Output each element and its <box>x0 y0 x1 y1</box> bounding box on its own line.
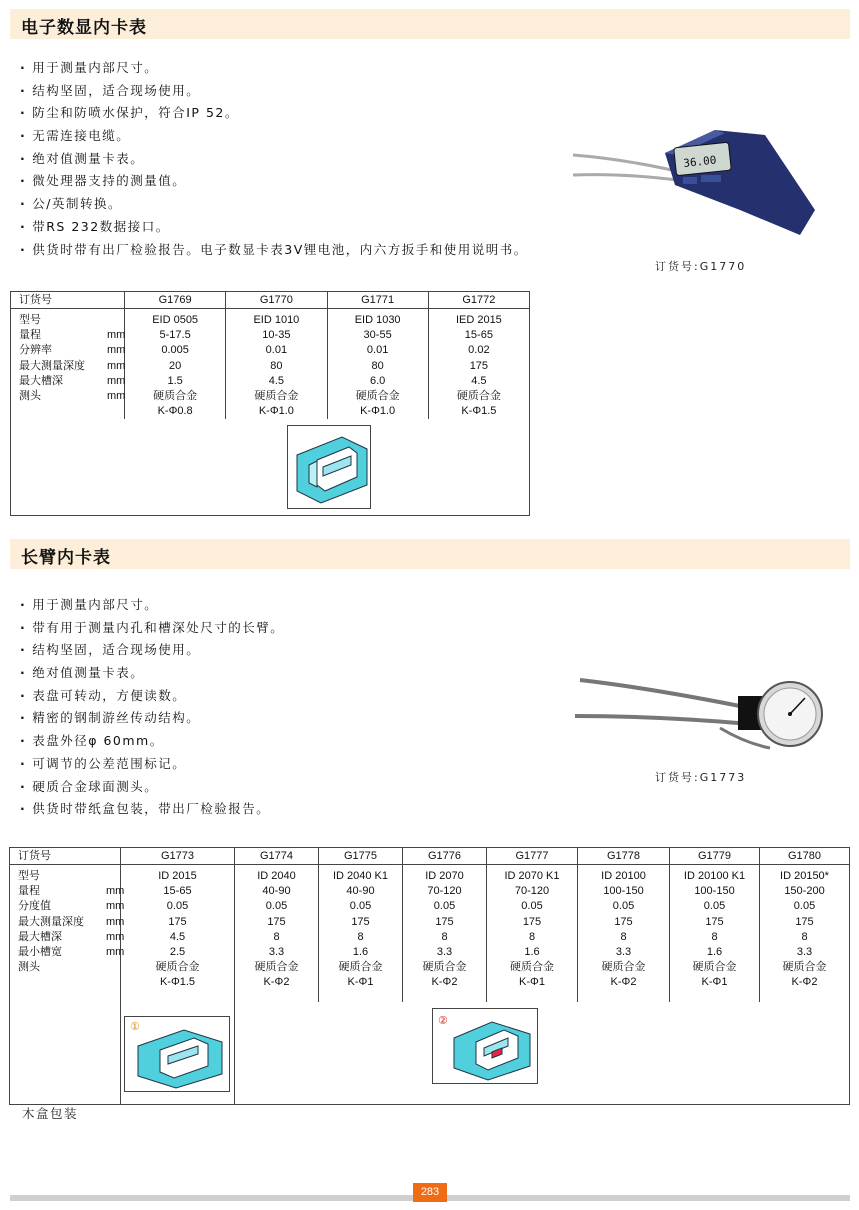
table-cell: K-Φ1.5 <box>159 976 196 989</box>
table-body-row <box>10 865 850 1003</box>
table-cell: 175 <box>435 915 454 928</box>
digital-caliper-photo <box>565 115 825 245</box>
table-cell: 8 <box>801 930 808 943</box>
table-body-row <box>11 309 530 420</box>
table-cell: 3.3 <box>268 946 285 959</box>
order-number: G1774 <box>235 848 319 865</box>
dial-caliper-photo <box>570 668 830 758</box>
row-unit: mm <box>107 329 126 342</box>
table-cell: 0.005 <box>161 344 189 357</box>
probe-diagram-2 <box>432 1008 538 1084</box>
packaging-note: 木盒包装 <box>22 1106 79 1121</box>
table-cell: K-Φ2 <box>263 976 290 989</box>
table-cell: 30-55 <box>363 329 392 342</box>
table-cell: 0.05 <box>433 900 456 913</box>
feature-item: · 带有用于测量内孔和槽深处尺寸的长臂。 <box>20 617 284 640</box>
feature-item: · 用于测量内部尺寸。 <box>20 57 528 80</box>
table-cell: 4.5 <box>169 930 186 943</box>
table-cell: 硬质合金 <box>601 961 646 974</box>
table-cell: EID 1030 <box>354 314 401 326</box>
row-label: 测头 <box>19 390 41 403</box>
feature-item: · 精密的钢制游丝传动结构。 <box>20 707 284 730</box>
row-label: 测头 <box>18 961 40 974</box>
table-cell: 硬质合金 <box>338 961 383 974</box>
order-number: G1770 <box>226 292 327 309</box>
section-title: 电子数显内卡表 <box>21 18 147 38</box>
table-cell: 硬质合金 <box>155 961 200 974</box>
table-cell: 5-17.5 <box>159 329 191 342</box>
row-label: 最大测量深度 <box>19 359 85 372</box>
feature-list <box>20 594 284 821</box>
table-cell: 175 <box>614 915 633 928</box>
feature-item: · 供货时带有出厂检验报告。电子数显卡表3V锂电池，内六方扳手和使用说明书。 <box>20 239 528 262</box>
feature-list <box>20 57 528 261</box>
table-cell: 1.6 <box>352 946 369 959</box>
row-label: 分度值 <box>18 900 51 913</box>
table-cell: 硬质合金 <box>456 390 501 403</box>
order-number: G1780 <box>760 848 850 865</box>
table-cell: 10-35 <box>262 329 291 342</box>
table-cell: 硬质合金 <box>355 390 400 403</box>
order-number: G1779 <box>670 848 760 865</box>
table-cell: 硬质合金 <box>510 961 554 974</box>
order-number: G1778 <box>578 848 670 865</box>
feature-item: · 用于测量内部尺寸。 <box>20 594 284 617</box>
feature-item: · 可调节的公差范围标记。 <box>20 753 284 776</box>
probe-diagram <box>287 425 371 509</box>
row-label: 分辨率 <box>19 344 52 357</box>
table-cell: K-Φ1.0 <box>360 405 396 418</box>
table-diagram-row <box>10 1002 850 1105</box>
table-cell: 8 <box>357 930 364 943</box>
table-cell: IED 2015 <box>455 314 502 326</box>
table-cell: 80 <box>270 359 283 372</box>
feature-item: · 供货时带纸盒包装，带出厂检验报告。 <box>20 798 284 821</box>
order-number-label: 订货号 <box>11 292 125 309</box>
table-cell: 0.05 <box>521 900 543 913</box>
table-header-row <box>10 848 850 865</box>
table-cell: K-Φ2 <box>431 976 458 989</box>
table-cell: ID 2040 K1 <box>332 870 389 882</box>
table-cell: 硬质合金 <box>782 961 827 974</box>
order-caption: 订货号:G1773 <box>655 771 747 784</box>
table-cell: 0.05 <box>703 900 726 913</box>
table-cell: 1.6 <box>524 946 540 959</box>
table-cell: 150-200 <box>784 885 825 898</box>
table-cell: 8 <box>711 930 718 943</box>
table-cell: 0.05 <box>349 900 372 913</box>
table-cell: 1.5 <box>167 374 183 387</box>
spec-table <box>9 847 850 1105</box>
section-title: 长臂内卡表 <box>21 548 111 568</box>
table-cell: 3.3 <box>796 946 813 959</box>
table-cell: 0.02 <box>468 344 490 357</box>
table-cell: K-Φ2 <box>610 976 637 989</box>
row-unit: mm <box>107 374 126 387</box>
order-caption: 订货号:G1770 <box>655 260 747 273</box>
order-number-label: 订货号 <box>10 848 121 865</box>
feature-item: · 表盘可转动，方便读数。 <box>20 685 284 708</box>
row-label: 最小槽宽 <box>18 946 62 959</box>
feature-item: · 防尘和防喷水保护，符合IP 52。 <box>20 102 528 125</box>
table-cell: K-Φ1.5 <box>461 405 497 418</box>
order-number: G1773 <box>121 848 235 865</box>
table-cell: 15-65 <box>163 885 192 898</box>
feature-item: · 绝对值测量卡表。 <box>20 662 284 685</box>
table-cell: ID 2070 <box>425 870 464 882</box>
table-cell: ID 2070 K1 <box>504 870 560 882</box>
row-label: 量程 <box>18 885 40 898</box>
probe-diagram-1 <box>124 1016 230 1092</box>
row-label: 型号 <box>18 870 40 882</box>
row-unit: mm <box>107 359 126 372</box>
order-number: G1775 <box>319 848 403 865</box>
table-header-row <box>11 292 530 309</box>
feature-item: · 无需连接电缆。 <box>20 125 528 148</box>
table-cell: K-Φ1 <box>519 976 545 989</box>
spec-table <box>10 291 530 516</box>
table-cell: 硬质合金 <box>692 961 737 974</box>
table-cell: EID 0505 <box>152 314 199 326</box>
table-cell: ID 20150* <box>780 870 829 882</box>
table-diagram-row <box>11 419 530 516</box>
order-number: G1772 <box>428 292 529 309</box>
table-cell: 0.05 <box>793 900 816 913</box>
table-cell: ID 20100 <box>601 870 646 882</box>
row-label: 型号 <box>19 314 41 326</box>
table-cell: 175 <box>168 915 187 928</box>
row-unit: mm <box>106 930 125 943</box>
table-cell: 6.0 <box>369 374 386 387</box>
table-cell: 175 <box>351 915 370 928</box>
feature-item: · 硬质合金球面测头。 <box>20 776 284 799</box>
page-number: 283 <box>413 1183 447 1202</box>
table-cell: 3.3 <box>615 946 632 959</box>
table-cell: 3.3 <box>436 946 453 959</box>
table-cell: K-Φ2 <box>791 976 818 989</box>
table-cell: 175 <box>267 915 286 928</box>
table-cell: 8 <box>528 930 536 943</box>
table-cell: 175 <box>522 915 542 928</box>
table-cell: ID 20100 K1 <box>683 870 746 882</box>
table-cell: K-Φ1.0 <box>258 405 294 418</box>
feature-item: · 带RS 232数据接口。 <box>20 216 528 239</box>
table-cell: 8 <box>441 930 448 943</box>
table-cell: 4.5 <box>471 374 487 387</box>
table-cell: 4.5 <box>268 374 285 387</box>
table-cell: K-Φ0.8 <box>157 405 193 418</box>
table-cell: 2.5 <box>169 946 186 959</box>
section-header <box>10 539 850 569</box>
order-number: G1769 <box>125 292 226 309</box>
row-unit: mm <box>106 900 125 913</box>
feature-item: · 结构坚固，适合现场使用。 <box>20 80 528 103</box>
table-cell: 80 <box>371 359 384 372</box>
table-cell: 8 <box>273 930 280 943</box>
table-cell: 40-90 <box>262 885 291 898</box>
row-unit: mm <box>106 946 125 959</box>
table-cell: 100-150 <box>694 885 735 898</box>
feature-item: · 绝对值测量卡表。 <box>20 148 528 171</box>
feature-item: · 微处理器支持的测量值。 <box>20 170 528 193</box>
row-label: 最大槽深 <box>18 930 62 943</box>
table-cell: 70-120 <box>427 885 462 898</box>
table-cell: 15-65 <box>464 329 493 342</box>
table-cell: 70-120 <box>514 885 550 898</box>
table-cell: 硬质合金 <box>254 961 299 974</box>
table-cell: 硬质合金 <box>254 390 299 403</box>
order-number: G1771 <box>327 292 428 309</box>
table-cell: 175 <box>795 915 814 928</box>
table-cell: 1.6 <box>706 946 723 959</box>
feature-item: · 结构坚固，适合现场使用。 <box>20 639 284 662</box>
display-reading: 36.00 <box>682 153 717 170</box>
row-label: 最大槽深 <box>19 374 63 387</box>
table-cell: EID 1010 <box>253 314 300 326</box>
feature-item: · 表盘外径φ 60mm。 <box>20 730 284 753</box>
row-label: 最大测量深度 <box>18 915 84 928</box>
row-unit: mm <box>106 915 125 928</box>
table-cell: 175 <box>705 915 724 928</box>
diagram-mark: ② <box>438 1015 448 1027</box>
table-cell: 0.05 <box>265 900 288 913</box>
table-cell: ID 2015 <box>158 870 197 882</box>
diagram-mark: ① <box>130 1021 140 1033</box>
table-cell: 0.01 <box>366 344 389 357</box>
section-header <box>10 9 850 39</box>
table-cell: K-Φ1 <box>347 976 374 989</box>
table-cell: 175 <box>469 359 489 372</box>
table-cell: 0.05 <box>612 900 635 913</box>
table-cell: 硬质合金 <box>422 961 467 974</box>
row-unit: mm <box>106 885 125 898</box>
table-cell: 0.05 <box>166 900 189 913</box>
table-cell: K-Φ1 <box>701 976 728 989</box>
row-unit: mm <box>107 344 126 357</box>
table-cell: 0.01 <box>265 344 288 357</box>
table-cell: 100-150 <box>603 885 644 898</box>
table-cell: 40-90 <box>346 885 375 898</box>
table-cell: ID 2040 <box>257 870 296 882</box>
table-cell: 20 <box>169 359 182 372</box>
table-cell: 硬质合金 <box>153 390 198 403</box>
order-number: G1777 <box>487 848 578 865</box>
row-unit: mm <box>107 390 126 403</box>
table-cell: 8 <box>620 930 627 943</box>
order-number: G1776 <box>403 848 487 865</box>
row-label: 量程 <box>19 329 41 342</box>
feature-item: · 公/英制转换。 <box>20 193 528 216</box>
